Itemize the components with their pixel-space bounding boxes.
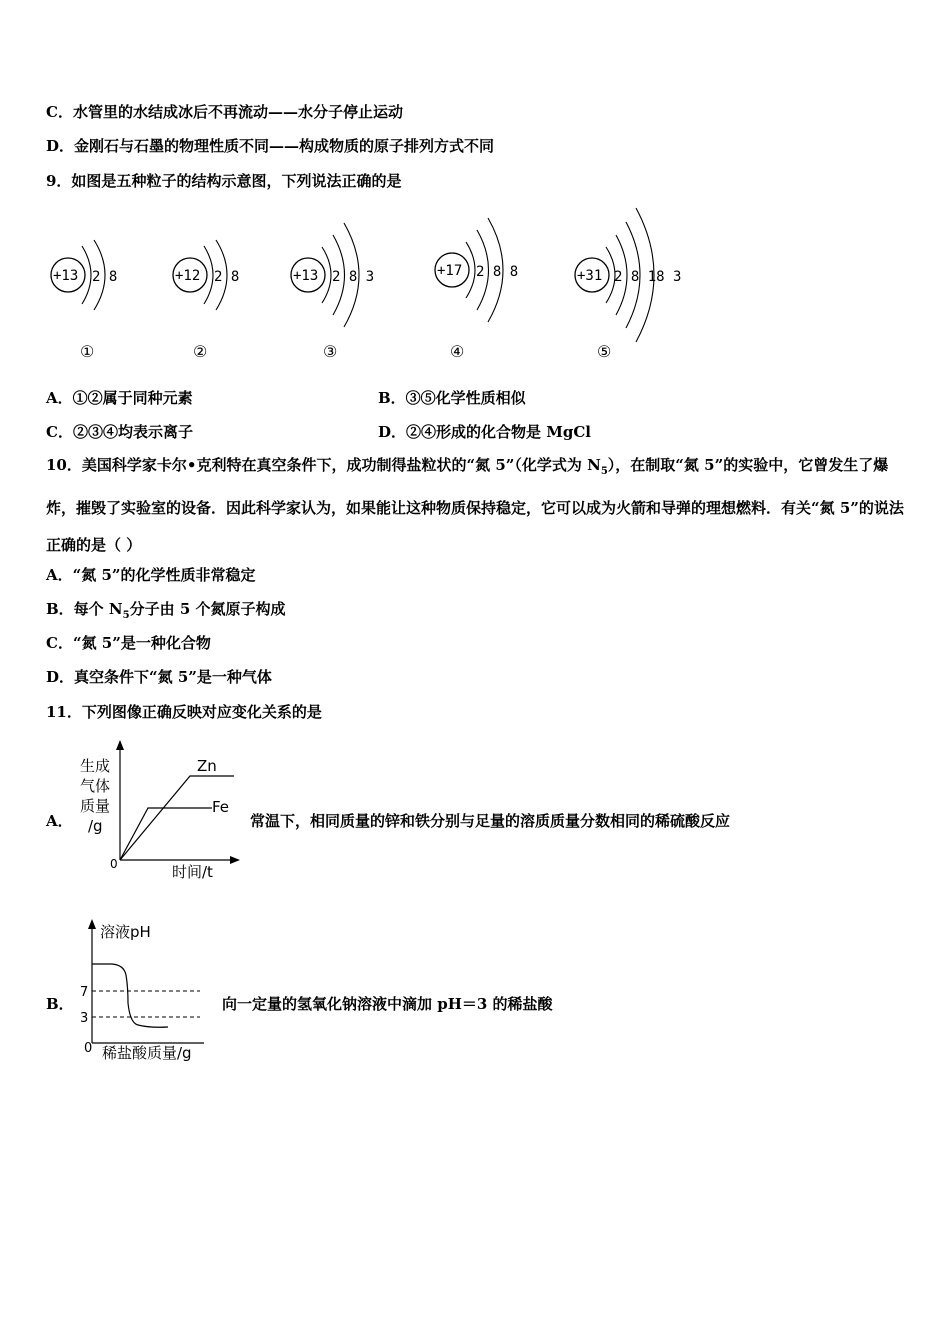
atom-label-3: ③ — [323, 342, 338, 361]
q10-option-c: C．“氮 5”是一种化合物 — [46, 634, 211, 652]
nucleus-3: +13 — [293, 268, 319, 284]
q11-option-a-label: A． — [46, 812, 73, 830]
graph-b-tick-7: 7 — [80, 985, 89, 1000]
atom-diagram-4 — [432, 210, 542, 334]
graph-a-zn-line — [120, 776, 234, 860]
q11-option-b-label: B． — [46, 995, 74, 1013]
graph-a-ylabel-1: 生成 — [80, 757, 111, 775]
graph-a-zn-label: Zn — [197, 757, 217, 775]
q10-option-a: A．“氮 5”的化学性质非常稳定 — [46, 566, 256, 584]
graph-a-fe-line — [120, 808, 212, 860]
shells-1: 2 8 — [92, 269, 118, 285]
graph-a-ylabel-4: /g — [88, 817, 103, 835]
graph-b-curve — [92, 964, 168, 1027]
atom-diagram-2 — [170, 228, 250, 327]
shells-3: 2 8 3 — [332, 269, 375, 285]
q9-option-d: D．②④形成的化合物是 MgCl — [378, 423, 591, 441]
q9-option-b: B．③⑤化学性质相似 — [378, 389, 526, 407]
graph-a-xlabel: 时间/t — [172, 863, 213, 881]
atom-diagram-5 — [572, 200, 682, 354]
atom-structure-4 — [432, 210, 542, 330]
graph-b-y-arrow — [88, 919, 96, 929]
nucleus-2: +12 — [175, 268, 201, 284]
q9-option-a: A．①②属于同种元素 — [46, 389, 193, 407]
q10-option-b-subscript: 5 — [122, 610, 130, 621]
graph-b-ylabel: 溶液pH — [100, 923, 151, 941]
atom-label-2: ② — [193, 342, 208, 361]
atom-label-1: ① — [80, 342, 95, 361]
q10-option-d: D．真空条件下“氮 5”是一种气体 — [46, 668, 272, 686]
q10-stem-part-1: 10．美国科学家卡尔•克利特在真空条件下，成功制得盐粒状的“氮 5”（化学式为 N — [46, 456, 601, 474]
q11-option-a-text: 常温下，相同质量的锌和铁分别与足量的溶质质量分数相同的稀硫酸反应 — [250, 812, 731, 830]
atom-structure-2 — [170, 228, 250, 323]
graph-a-ylabel-2: 气体 — [80, 777, 111, 795]
graph-b-origin: 0 — [84, 1041, 93, 1056]
q11-stem: 11．下列图像正确反映对应变化关系的是 — [46, 703, 322, 721]
q9-option-c: C．②③④均表示离子 — [46, 423, 193, 441]
q10-option-b-part-1: B．每个 N — [46, 600, 123, 618]
nucleus-1: +13 — [53, 268, 79, 284]
graph-b-xlabel: 稀盐酸质量/g — [102, 1044, 192, 1062]
q8-option-d: D．金刚石与石墨的物理性质不同——构成物质的原子排列方式不同 — [46, 137, 495, 155]
atom-diagram-1 — [48, 228, 128, 327]
shells-5: 2 8 18 3 — [614, 269, 682, 285]
graph-a-fe-label: Fe — [212, 798, 230, 816]
graph-a-y-arrow — [116, 740, 124, 750]
q8-option-c: C．水管里的水结成冰后不再流动——水分子停止运动 — [46, 103, 403, 121]
graph-b — [76, 915, 216, 1074]
q11-option-b-text: 向一定量的氢氧化钠溶液中滴加 pH＝3 的稀盐酸 — [222, 995, 553, 1013]
atom-label-4: ④ — [450, 342, 465, 361]
atom-diagram-3 — [288, 215, 398, 339]
graph-a-ylabel-3: 质量 — [80, 797, 111, 815]
atom-structure-1 — [48, 228, 128, 323]
q10-option-b-part-2: 分子由 5 个氮原子构成 — [129, 600, 286, 618]
atom-structure-3 — [288, 215, 398, 335]
nucleus-5: +31 — [577, 268, 603, 284]
graph-a-svg — [76, 738, 246, 888]
nucleus-4: +17 — [437, 263, 463, 279]
q10-option-b — [46, 599, 285, 626]
graph-a — [76, 738, 246, 892]
graph-b-svg — [76, 915, 216, 1070]
graph-b-tick-3: 3 — [80, 1011, 89, 1026]
q10-stem — [46, 447, 906, 564]
q10-stem-part-2: ），在制取“氮 5”的实验中，它曾发生了爆炸，摧毁了实验室的设备．因此科学家认为，如果能让这种物质保持稳定，它可以成为火箭和导弹的理想燃料．有关“氮 5”的说法正确的是（ ） — [46, 456, 904, 554]
atom-structure-5 — [572, 200, 682, 350]
atom-label-5: ⑤ — [597, 342, 612, 361]
graph-a-x-arrow — [230, 856, 240, 864]
shells-4: 2 8 8 — [476, 264, 519, 280]
shells-2: 2 8 — [214, 269, 240, 285]
q10-stem-subscript: 5 — [600, 466, 608, 477]
q9-stem: 9．如图是五种粒子的结构示意图，下列说法正确的是 — [46, 172, 402, 190]
graph-a-origin: 0 — [110, 857, 118, 871]
